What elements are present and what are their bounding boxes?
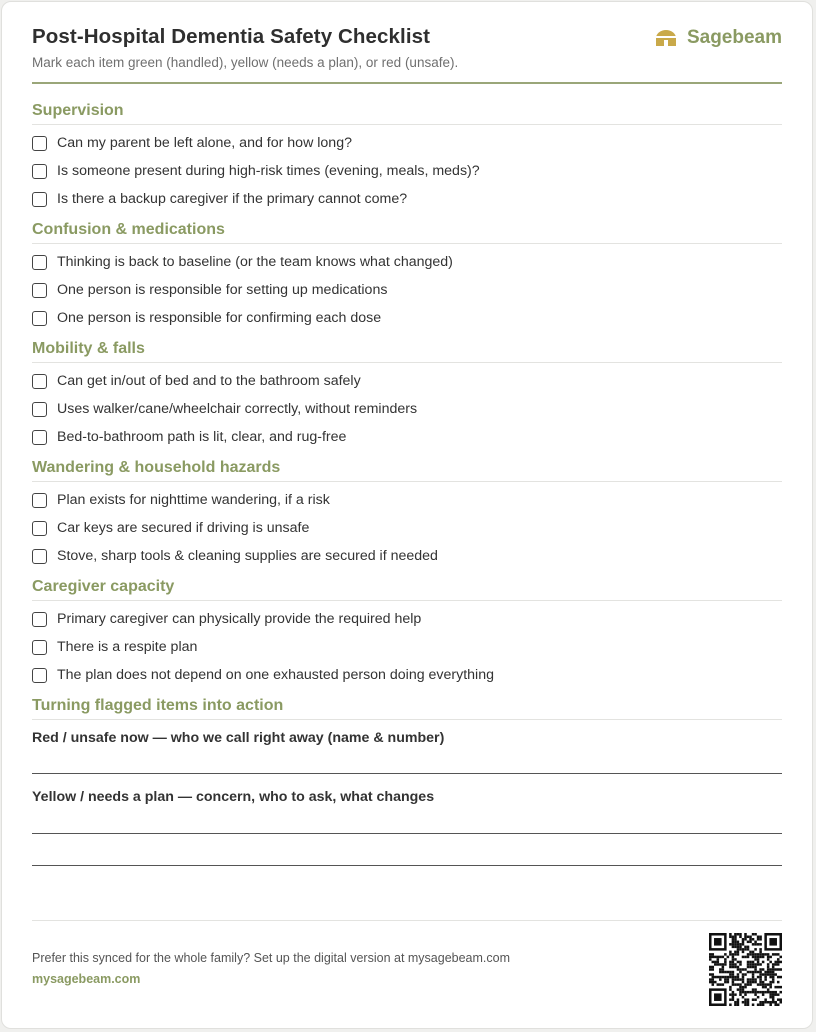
checklist-item[interactable] [32, 157, 782, 185]
qr-code-icon[interactable] [709, 933, 782, 1006]
section-heading: Wandering & household hazards [32, 457, 782, 482]
checklist-item[interactable] [32, 367, 782, 395]
checklist-section [32, 457, 782, 570]
sagebeam-logo-icon [655, 29, 677, 47]
checklist-item-label: Is someone present during high-risk times (evening, meals, meds)? [57, 163, 480, 179]
checklist-item-label: Is there a backup caregiver if the primary cannot come? [57, 191, 408, 207]
footer-link[interactable]: mysagebeam.com [32, 972, 141, 986]
red-action-label: Red / unsafe now — who we call right away (name & number) [32, 730, 445, 746]
checklist-item[interactable] [32, 248, 782, 276]
checklist-items [32, 244, 782, 332]
yellow-action-line-1[interactable] [32, 833, 782, 834]
checklist-item[interactable] [32, 605, 782, 633]
checklist-item-label: One person is responsible for setting up medications [57, 282, 388, 298]
section-heading: Confusion & medications [32, 219, 782, 244]
section-heading: Turning flagged items into action [32, 695, 782, 720]
checklist-item-label: Plan exists for nighttime wandering, if a risk [57, 492, 330, 508]
checklist-item-label: Can get in/out of bed and to the bathroom safely [57, 373, 361, 389]
checklist-item[interactable] [32, 423, 782, 451]
yellow-action-line-2[interactable] [32, 865, 782, 866]
checklist-item[interactable] [32, 542, 782, 570]
checklist-item[interactable] [32, 276, 782, 304]
checklist-item-label: There is a respite plan [57, 639, 198, 655]
checklist-section [32, 100, 782, 213]
checkbox[interactable] [32, 493, 47, 508]
checkbox[interactable] [32, 521, 47, 536]
checklist-item-label: Primary caregiver can physically provide the required help [57, 611, 422, 627]
checklist-item-label: Uses walker/cane/wheelchair correctly, without reminders [57, 401, 418, 417]
checklist-item-label: Bed-to-bathroom path is lit, clear, and rug-free [57, 429, 347, 445]
checkbox[interactable] [32, 612, 47, 627]
checklist-items [32, 601, 782, 689]
checklist-item[interactable] [32, 633, 782, 661]
page-title: Post-Hospital Dementia Safety Checklist [32, 25, 431, 48]
section-heading: Supervision [32, 100, 782, 125]
checklist-items [32, 482, 782, 570]
checklist-item-label: Can my parent be left alone, and for how long? [57, 135, 352, 151]
checklist-items [32, 125, 782, 213]
checkbox[interactable] [32, 430, 47, 445]
checkbox[interactable] [32, 136, 47, 151]
header [32, 0, 782, 84]
checklist-item[interactable] [32, 514, 782, 542]
checkbox[interactable] [32, 311, 47, 326]
checklist-item-label: Thinking is back to baseline (or the team knows what changed) [57, 254, 453, 270]
checkbox[interactable] [32, 402, 47, 417]
page-subtitle: Mark each item green (handled), yellow (needs a plan), or red (unsafe). [32, 55, 459, 70]
checkbox[interactable] [32, 255, 47, 270]
checklist-item[interactable] [32, 185, 782, 213]
red-action-line[interactable] [32, 773, 782, 774]
checkbox[interactable] [32, 192, 47, 207]
footer-divider [32, 920, 782, 921]
checklist-item-label: Car keys are secured if driving is unsafe [57, 520, 310, 536]
checklist-section [32, 338, 782, 451]
checkbox[interactable] [32, 640, 47, 655]
brand-name: Sagebeam [686, 27, 782, 48]
checkbox[interactable] [32, 374, 47, 389]
checklist-sections [32, 100, 782, 689]
checklist-item[interactable] [32, 661, 782, 689]
checklist-item[interactable] [32, 486, 782, 514]
checklist-content [32, 0, 782, 866]
checklist-item[interactable] [32, 304, 782, 332]
checklist-item-label: One person is responsible for confirming each dose [57, 310, 382, 326]
section-heading: Caregiver capacity [32, 576, 782, 601]
checklist-item-label: Stove, sharp tools & cleaning supplies are secured if needed [57, 548, 438, 564]
yellow-action-label: Yellow / needs a plan — concern, who to ask, what changes [32, 789, 435, 805]
checklist-section [32, 576, 782, 689]
checklist-section [32, 219, 782, 332]
checkbox[interactable] [32, 668, 47, 683]
checkbox[interactable] [32, 549, 47, 564]
action-section [32, 695, 782, 866]
footer-text: Prefer this synced for the whole family? Set up the digital version at mysagebeam.com [32, 951, 511, 965]
checkbox[interactable] [32, 283, 47, 298]
checklist-item[interactable] [32, 395, 782, 423]
brand [655, 27, 782, 49]
section-heading: Mobility & falls [32, 338, 782, 363]
checklist-item[interactable] [32, 129, 782, 157]
checklist-item-label: The plan does not depend on one exhausted person doing everything [57, 667, 494, 683]
checklist-items [32, 363, 782, 451]
checkbox[interactable] [32, 164, 47, 179]
